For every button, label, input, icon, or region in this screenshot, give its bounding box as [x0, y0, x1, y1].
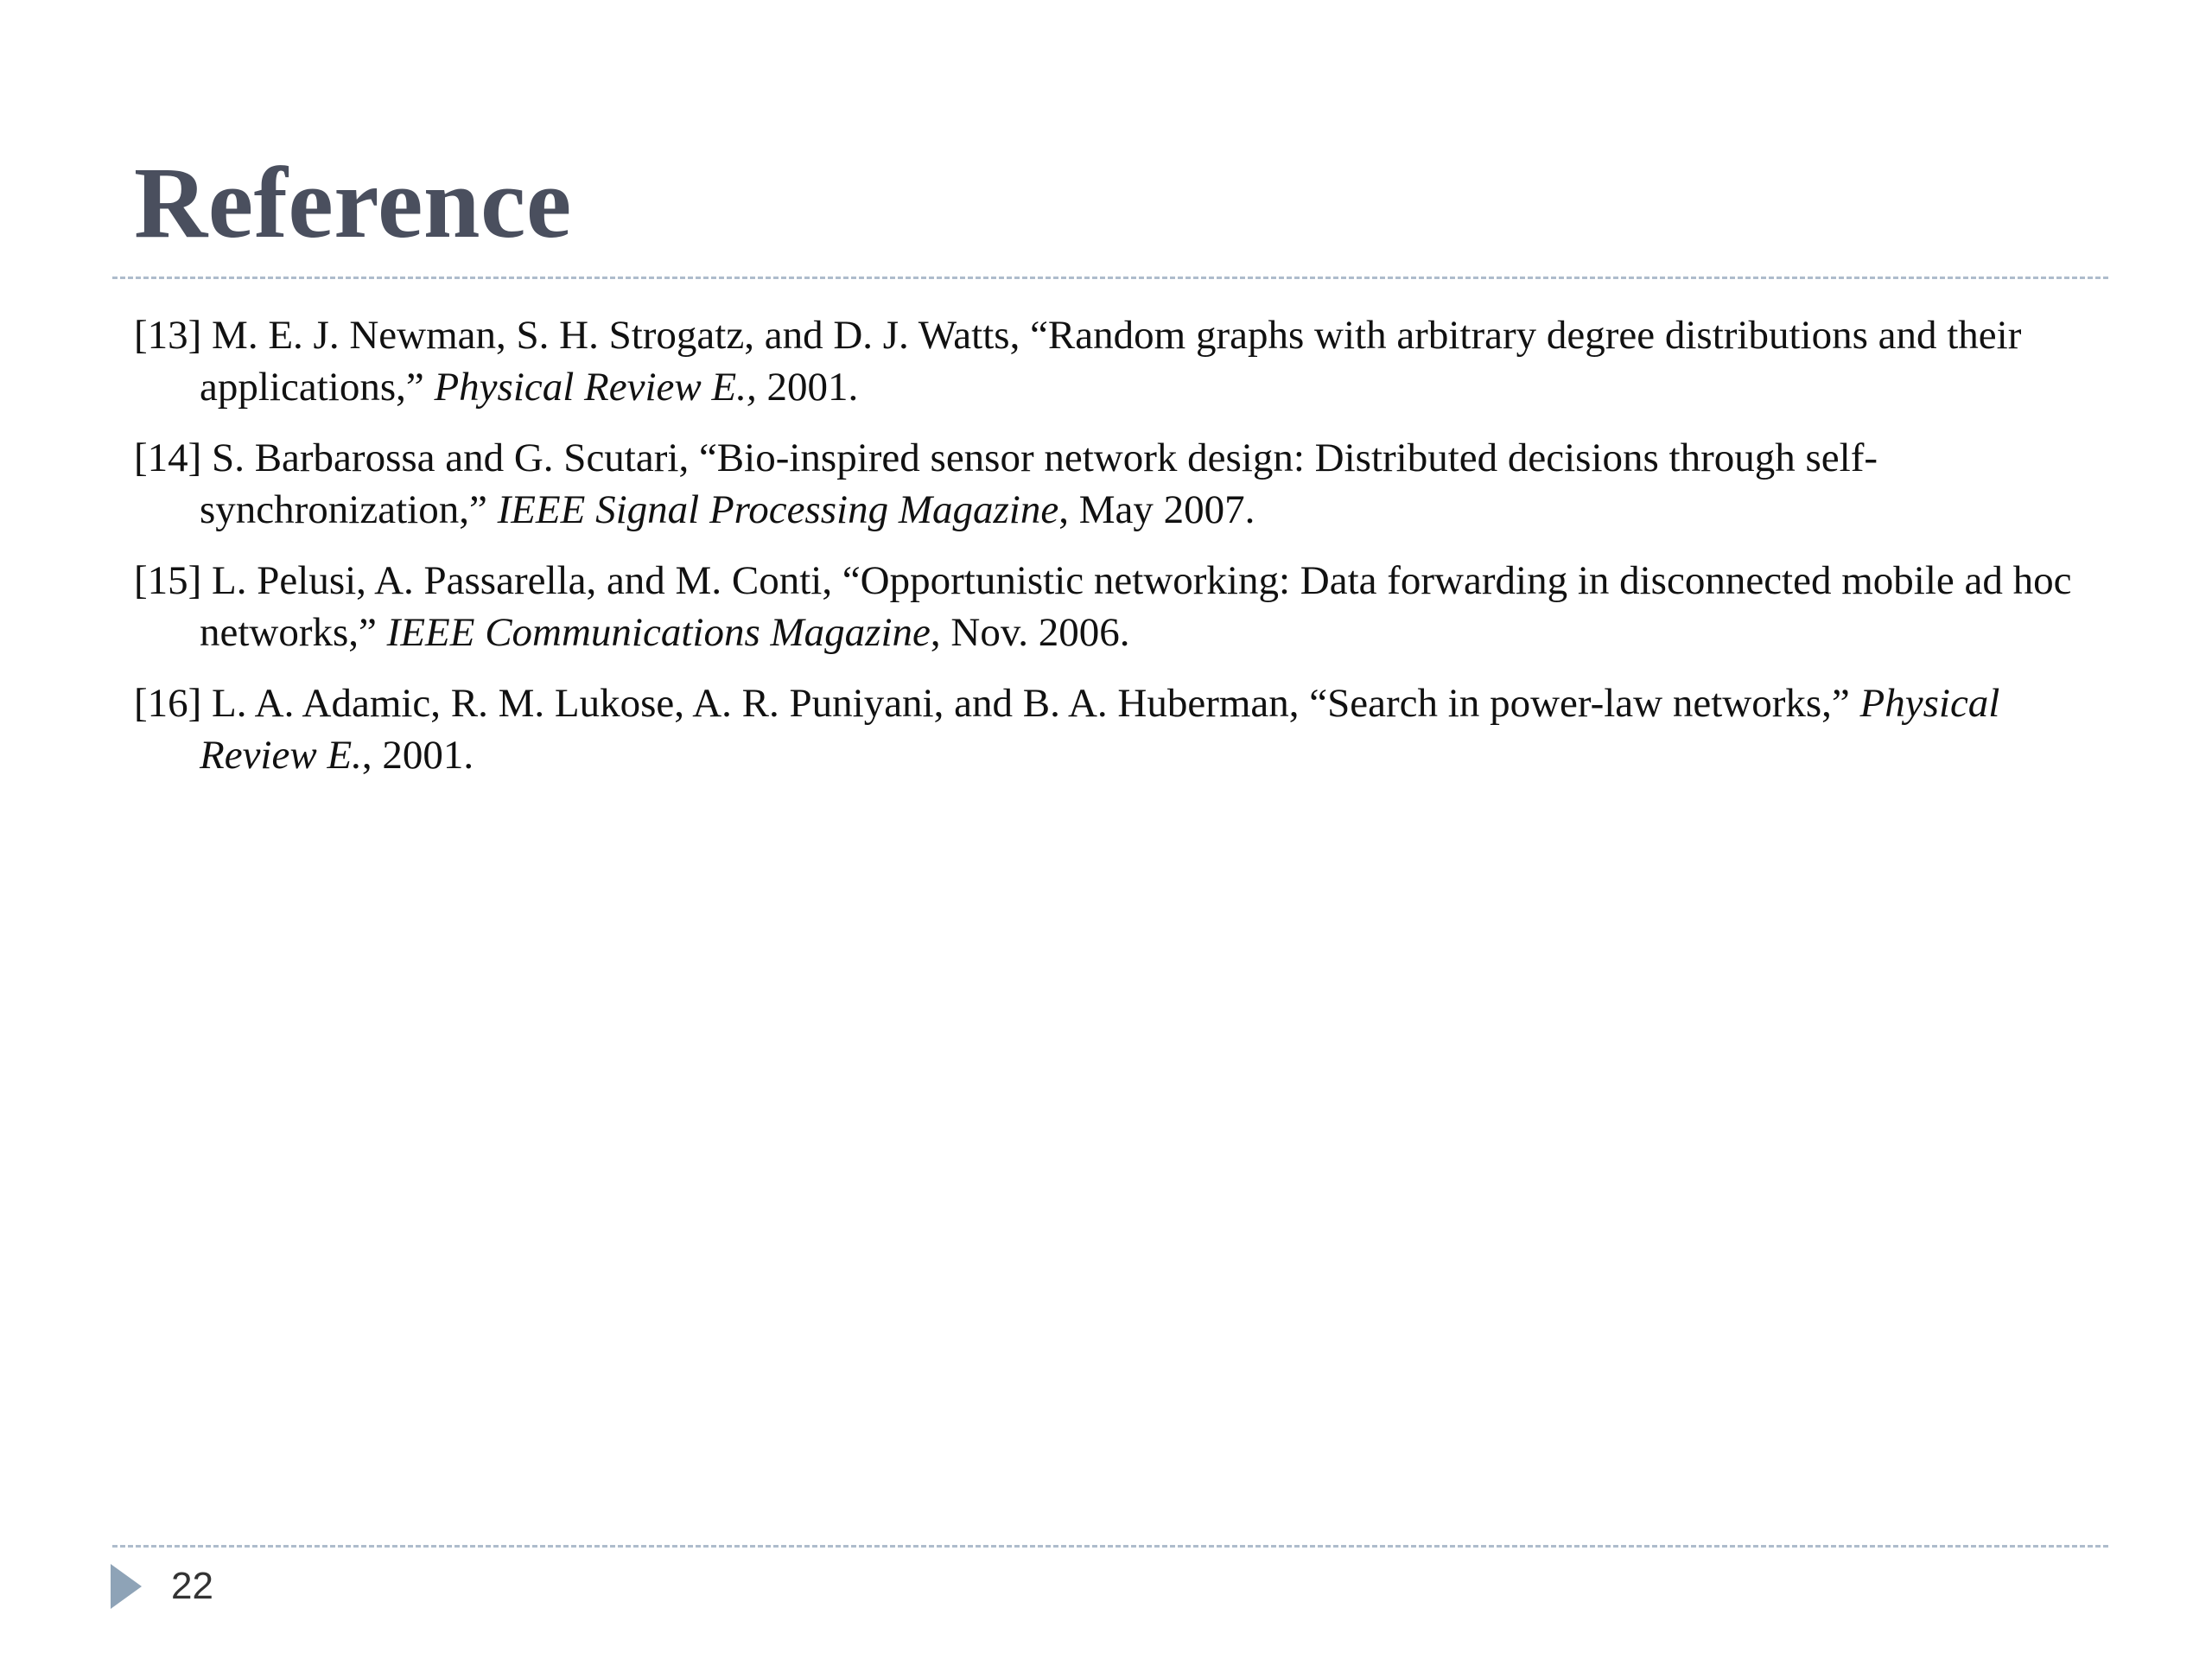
reference-item-15 — [134, 555, 2121, 658]
reference-text: [15] L. Pelusi, A. Passarella, and M. Conti, “Opportunistic networking: Data forwarding in disconnected mobile ad hoc networks,” — [134, 558, 2072, 655]
reference-item-16 — [134, 677, 2121, 781]
reference-text: [16] L. A. Adamic, R. M. Lukose, A. R. Puniyani, and B. A. Huberman, “Search in power-law networks,” — [134, 681, 1860, 726]
title-divider — [112, 276, 2108, 279]
reference-venue: Physical Review E., — [434, 365, 757, 410]
slide-title: Reference — [134, 146, 572, 259]
reference-venue: IEEE Communications Magazine — [386, 610, 931, 655]
reference-venue: Physical Review E. — [200, 681, 2000, 778]
reference-venue: IEEE Signal Processing Magazine — [497, 487, 1059, 532]
reference-text: [14] S. Barbarossa and G. Scutari, “Bio-inspired sensor network design: Distributed decisions through self-synchronization,” — [134, 435, 1878, 532]
reference-year: , 2001. — [361, 733, 474, 778]
footer-divider — [112, 1545, 2108, 1548]
page-number: 22 — [171, 1565, 213, 1607]
reference-text: [13] M. E. J. Newman, S. H. Strogatz, and D. J. Watts, “Random graphs with arbitrary degree distributions and their applications,” — [134, 313, 2022, 410]
triangle-right-icon — [111, 1564, 142, 1609]
reference-item-13 — [134, 309, 2121, 413]
reference-item-14 — [134, 432, 2121, 536]
reference-year: , May 2007. — [1058, 487, 1255, 532]
reference-list — [134, 309, 2121, 800]
reference-year: , Nov. 2006. — [930, 610, 1130, 655]
reference-year: 2001. — [756, 365, 859, 410]
